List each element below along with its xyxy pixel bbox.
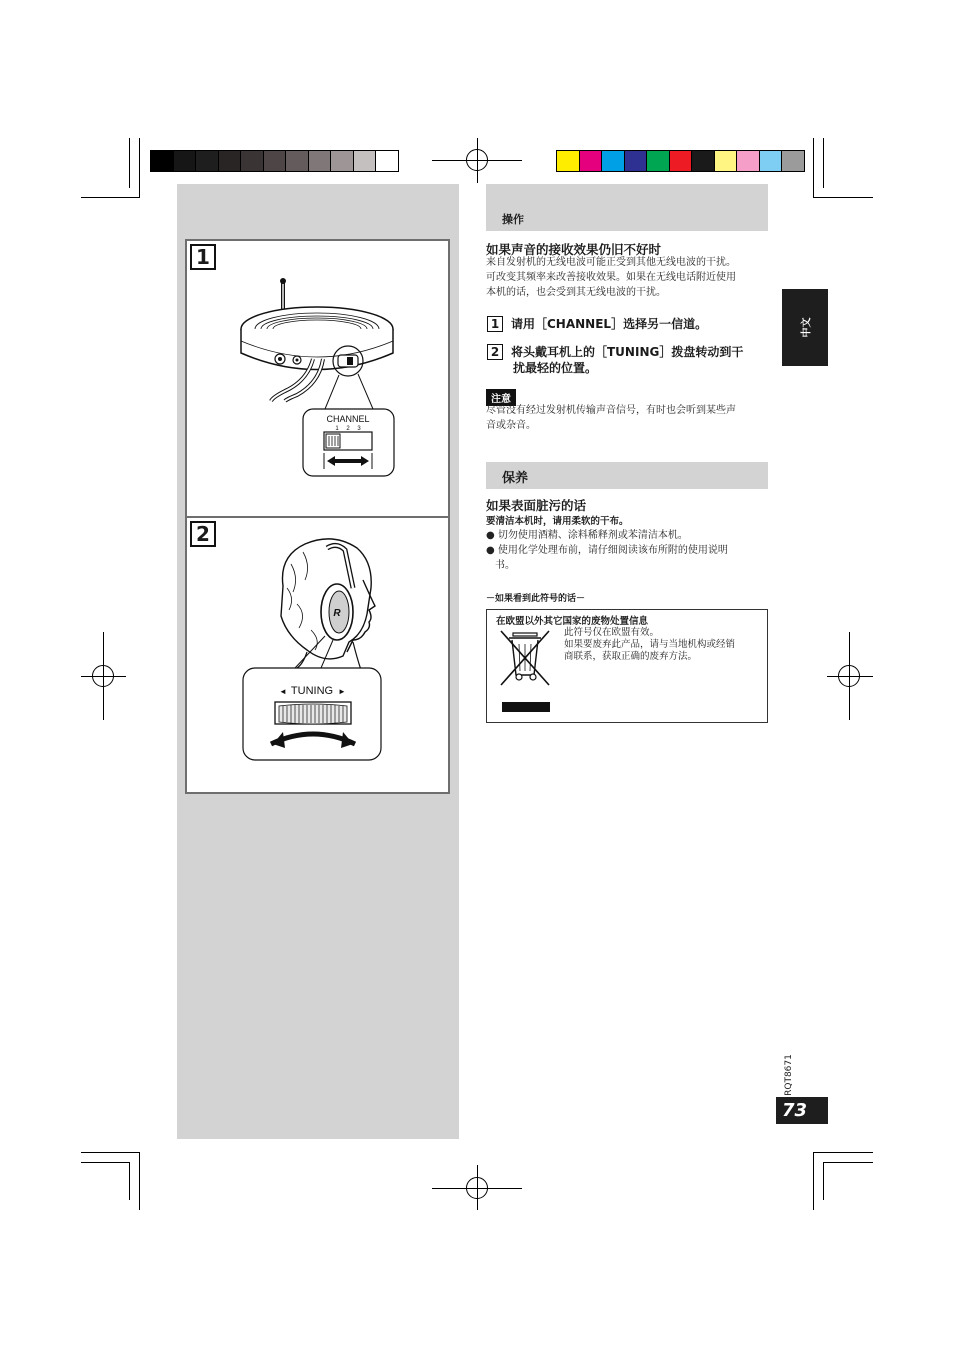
color-swatch	[195, 150, 219, 172]
color-swatch	[218, 150, 242, 172]
caution-text-line-2: 音或杂音。	[486, 420, 536, 431]
eu-box-text	[564, 627, 735, 663]
color-swatch	[691, 150, 715, 172]
eu-disposal-box	[486, 609, 768, 723]
dirty-surface-heading: 如果表面脏污的话	[486, 498, 587, 513]
eu-box-line-1: 此符号仅在欧盟有效。	[564, 627, 660, 638]
disposal-black-bar	[502, 702, 550, 712]
figure-step2-box	[185, 516, 450, 794]
channel-label: CHANNEL	[326, 414, 370, 424]
color-swatch	[240, 150, 264, 172]
tuning-arrow-right-icon: ►	[338, 687, 346, 696]
step1-number: 1	[487, 316, 503, 332]
color-swatch	[601, 150, 625, 172]
color-swatch	[375, 150, 399, 172]
step1-figure-badge: 1	[190, 244, 216, 270]
eu-box-title: 在欧盟以外其它国家的废物处置信息	[496, 616, 649, 627]
tuning-label: TUNING	[290, 685, 334, 697]
cleaning-subheading: 要清洁本机时，请用柔软的干布。	[486, 516, 629, 527]
care-bullet-1: ● 切勿使用酒精、涂料稀释剂或苯清洁本机。	[486, 530, 688, 541]
color-swatch	[150, 150, 174, 172]
channel-pos-3: 3	[357, 426, 361, 432]
step2-text-line2: 扰最轻的位置。	[513, 361, 598, 375]
step1-text: 请用［CHANNEL］选择另一信道。	[511, 317, 708, 331]
reception-paragraph-line-3: 本机的话，也会受到其无线电波的干扰。	[486, 287, 666, 298]
color-swatch	[330, 150, 354, 172]
color-swatch	[669, 150, 693, 172]
color-swatch	[263, 150, 287, 172]
color-swatch	[759, 150, 783, 172]
channel-pos-1: 1	[335, 426, 339, 432]
color-swatch	[781, 150, 805, 172]
caution-tag: 注意	[486, 389, 516, 406]
color-swatch	[173, 150, 197, 172]
caution-text-line-1: 尽管没有经过发射机传输声音信号，有时也会听到某些声	[486, 405, 736, 416]
eu-box-line-3: 商联系，获取正确的废弃方法。	[564, 651, 698, 662]
figure-step1-box	[185, 239, 450, 518]
color-swatch	[353, 150, 377, 172]
eu-box-line-2: 如果要废弃此产品，请与当地机构或经销	[564, 639, 736, 650]
headphone-wearer-illustration	[187, 518, 448, 792]
step2-number: 2	[487, 344, 503, 360]
language-tab	[782, 289, 828, 366]
step1-instruction	[487, 316, 707, 332]
crossed-bin-icon	[497, 627, 553, 693]
color-swatch	[736, 150, 760, 172]
language-tab-label: 中文	[801, 317, 813, 338]
svg-text:R: R	[333, 608, 341, 619]
symbol-heading: －如果看到此符号的话－	[486, 594, 586, 604]
color-swatch	[579, 150, 603, 172]
care-bullet-2	[486, 543, 769, 573]
channel-pos-2: 2	[346, 426, 350, 432]
reception-paragraph-line-1: 来自发射机的无线电波可能正受到其他无线电波的干扰。	[486, 257, 736, 268]
reception-heading: 如果声音的接收效果仍旧不好时	[486, 242, 662, 257]
care-bullet-2-line-2: 书。	[495, 560, 515, 571]
color-swatch	[308, 150, 332, 172]
page-number: 73	[776, 1097, 828, 1124]
caution-text	[486, 403, 769, 433]
care-section-header	[486, 462, 768, 489]
step2-figure-badge: 2	[190, 521, 216, 547]
color-swatch	[624, 150, 648, 172]
tuning-arrow-left-icon: ◄	[279, 687, 287, 696]
care-section-title: 保养	[502, 471, 529, 486]
reception-paragraph-line-2: 可改变其频率来改善接收效果。如果在无线电话附近使用	[486, 272, 736, 283]
operation-section-header	[486, 184, 768, 231]
color-swatch	[646, 150, 670, 172]
color-swatch	[714, 150, 738, 172]
document-code: RQT8671	[783, 1054, 794, 1096]
color-swatch	[285, 150, 309, 172]
care-bullet-2-line-1: ● 使用化学处理布前，请仔细阅读该布所附的使用说明	[486, 545, 728, 556]
reception-paragraph	[486, 255, 769, 300]
step2-text-line1: 将头戴耳机上的［TUNING］拨盘转动到干	[511, 345, 744, 359]
color-swatch	[556, 150, 580, 172]
operation-section-title: 操作	[502, 213, 524, 226]
transmitter-illustration	[187, 241, 448, 516]
step2-instruction	[487, 344, 743, 376]
